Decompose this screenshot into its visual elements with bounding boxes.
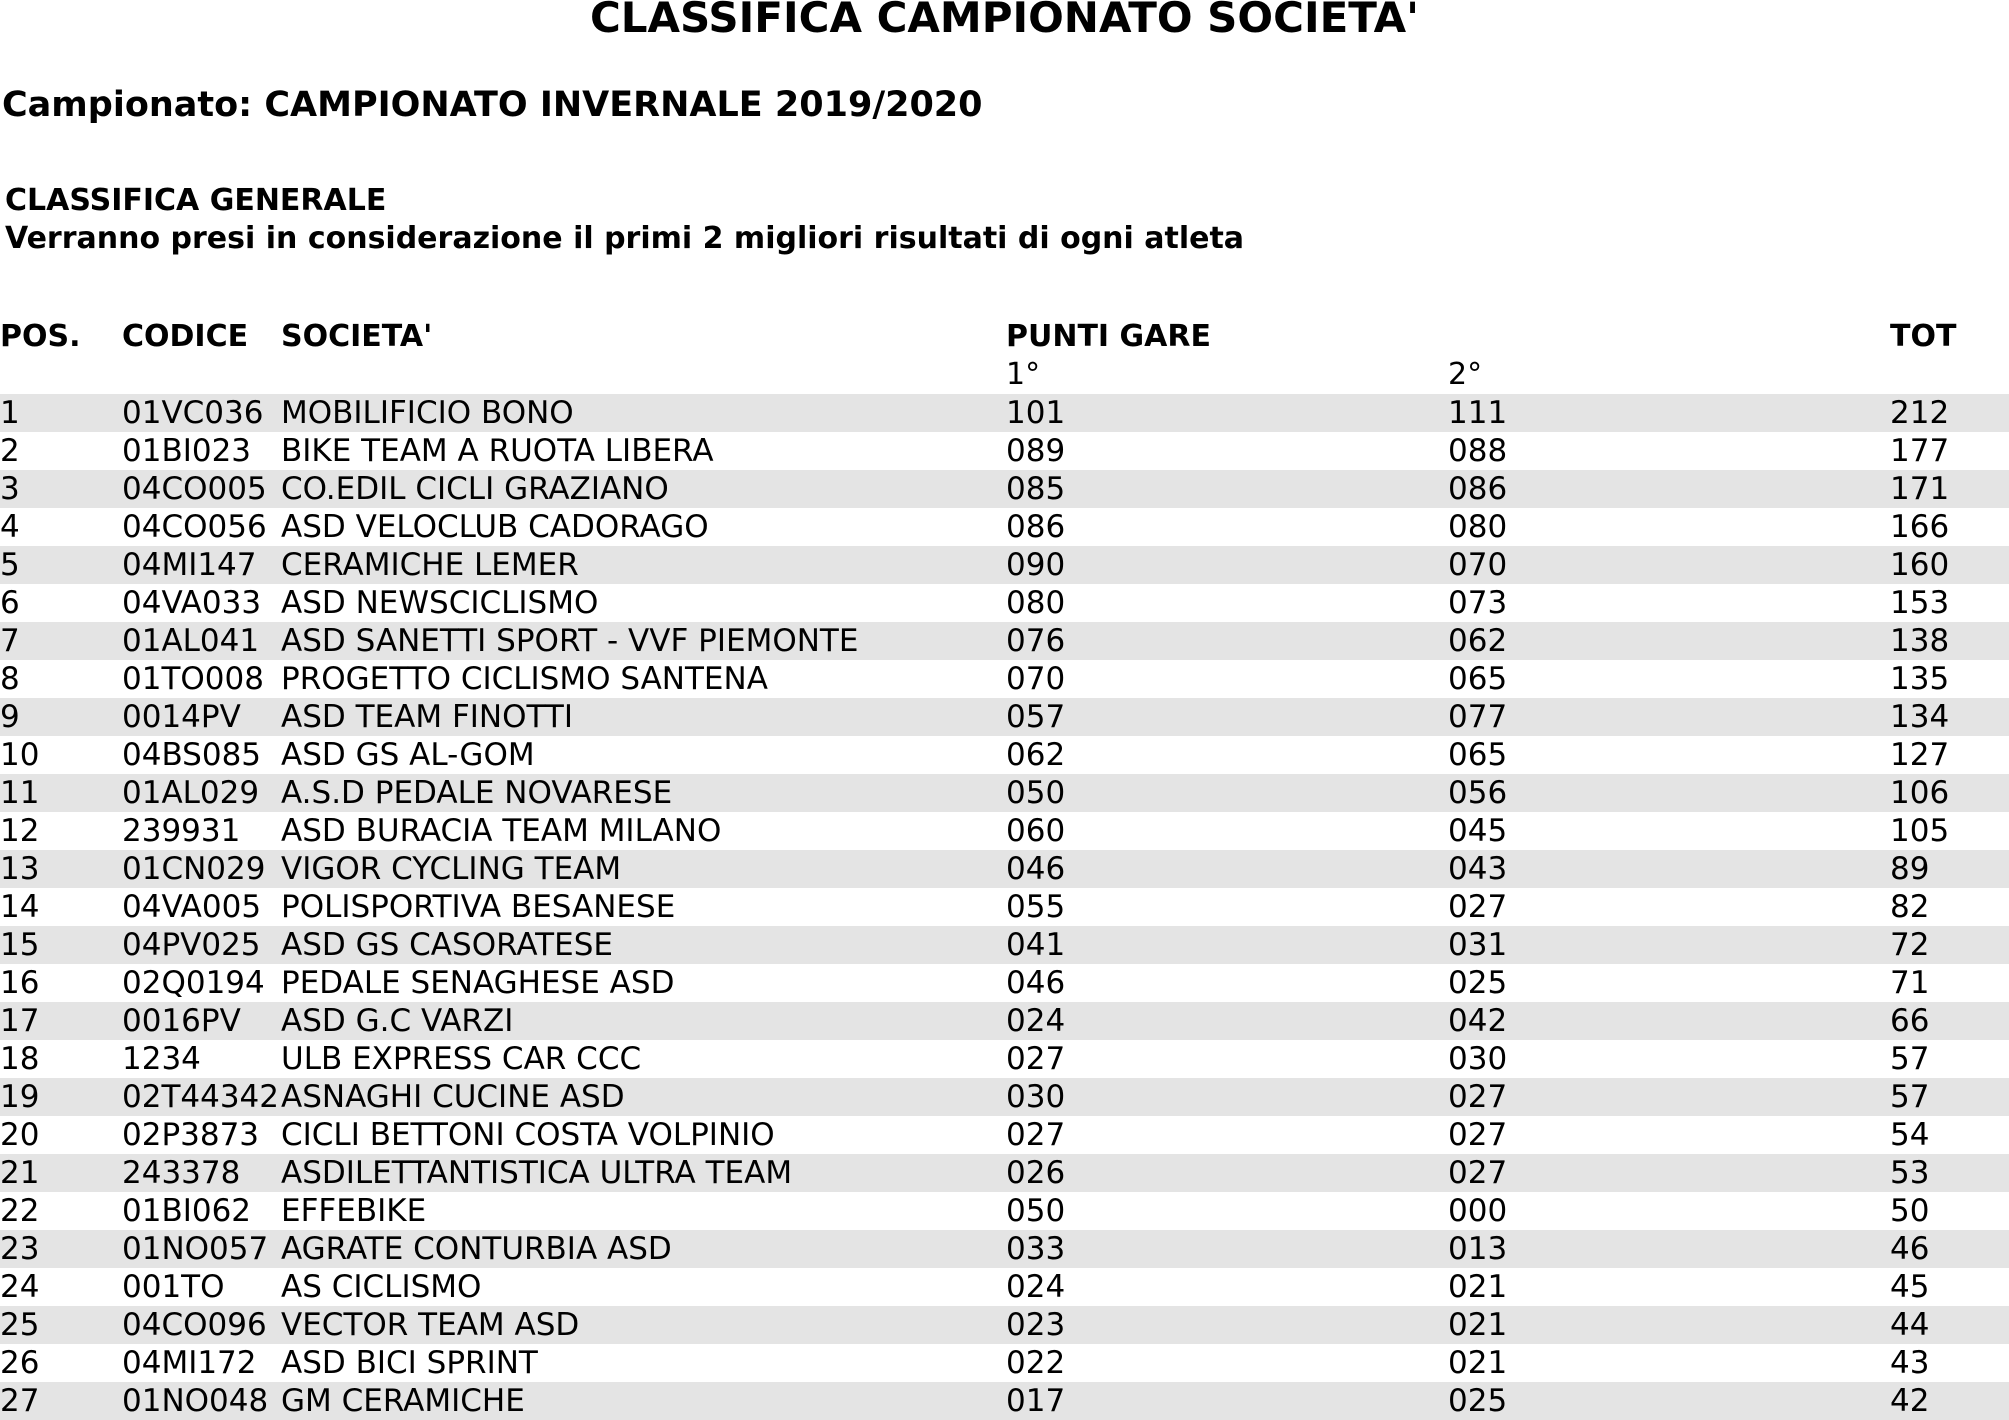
cell-total: 166 [1890,509,1950,545]
cell-society: VIGOR CYCLING TEAM [281,851,622,887]
cell-total: 212 [1890,395,1950,431]
cell-points-first: 017 [1006,1383,1066,1419]
cell-points-first: 030 [1006,1079,1066,1115]
cell-code: 01NO048 [122,1383,269,1419]
cell-pos: 3 [0,471,20,507]
cell-society: A.S.D PEDALE NOVARESE [281,775,673,811]
cell-points-second: 065 [1448,737,1508,773]
cell-points-second: 031 [1448,927,1508,963]
ranking-rows [0,394,2009,1420]
cell-total: 50 [1890,1193,1930,1229]
cell-total: 153 [1890,585,1950,621]
cell-society: ASD GS CASORATESE [281,927,613,963]
cell-code: 001TO [122,1269,225,1305]
column-subheader-second: 2° [1448,357,1483,392]
cell-points-first: 050 [1006,775,1066,811]
cell-society: CERAMICHE LEMER [281,547,579,583]
column-subheader-first: 1° [1006,357,1041,392]
cell-points-second: 077 [1448,699,1508,735]
cell-points-first: 057 [1006,699,1066,735]
cell-total: 54 [1890,1117,1930,1153]
table-row [0,394,2009,432]
cell-points-first: 070 [1006,661,1066,697]
cell-society: ASD TEAM FINOTTI [281,699,573,735]
cell-society: ASNAGHI CUCINE ASD [281,1079,625,1115]
cell-total: 89 [1890,851,1930,887]
cell-society: ULB EXPRESS CAR CCC [281,1041,642,1077]
table-row [0,1268,2009,1306]
column-header-total: TOT [1890,319,1957,354]
table-row [0,1192,2009,1230]
cell-points-first: 050 [1006,1193,1066,1229]
cell-pos: 1 [0,395,20,431]
cell-points-first: 033 [1006,1231,1066,1267]
cell-pos: 24 [0,1269,40,1305]
cell-total: 177 [1890,433,1950,469]
cell-society: ASD G.C VARZI [281,1003,514,1039]
cell-society: CICLI BETTONI COSTA VOLPINIO [281,1117,775,1153]
cell-pos: 7 [0,623,20,659]
table-row [0,1116,2009,1154]
cell-society: ASD NEWSCICLISMO [281,585,599,621]
cell-pos: 20 [0,1117,40,1153]
table-row [0,1230,2009,1268]
cell-pos: 26 [0,1345,40,1381]
cell-points-second: 065 [1448,661,1508,697]
cell-total: 57 [1890,1041,1930,1077]
cell-code: 02T44342 [122,1079,279,1115]
cell-code: 04PV025 [122,927,261,963]
cell-points-first: 085 [1006,471,1066,507]
cell-total: 66 [1890,1003,1930,1039]
column-header-points: PUNTI GARE [1006,319,1211,354]
cell-pos: 23 [0,1231,40,1267]
cell-society: POLISPORTIVA BESANESE [281,889,676,925]
cell-points-first: 024 [1006,1003,1066,1039]
cell-total: 53 [1890,1155,1930,1191]
cell-pos: 4 [0,509,20,545]
cell-pos: 25 [0,1307,40,1343]
cell-points-first: 023 [1006,1307,1066,1343]
section-title: CLASSIFICA GENERALE [5,183,387,218]
cell-total: 160 [1890,547,1950,583]
cell-society: ASDILETTANTISTICA ULTRA TEAM [281,1155,793,1191]
cell-total: 43 [1890,1345,1930,1381]
cell-total: 82 [1890,889,1930,925]
cell-points-second: 088 [1448,433,1508,469]
cell-code: 04VA033 [122,585,262,621]
cell-points-first: 062 [1006,737,1066,773]
cell-total: 45 [1890,1269,1930,1305]
cell-points-second: 080 [1448,509,1508,545]
cell-code: 01TO008 [122,661,264,697]
table-row [0,774,2009,812]
cell-points-second: 045 [1448,813,1508,849]
cell-pos: 27 [0,1383,40,1419]
table-row [0,622,2009,660]
cell-code: 02P3873 [122,1117,260,1153]
column-header-society: SOCIETA' [281,319,433,354]
cell-total: 44 [1890,1307,1930,1343]
cell-total: 171 [1890,471,1950,507]
cell-points-first: 076 [1006,623,1066,659]
cell-points-second: 027 [1448,1079,1508,1115]
page-title: CLASSIFICA CAMPIONATO SOCIETA' [589,0,1420,42]
cell-points-first: 090 [1006,547,1066,583]
table-row [0,584,2009,622]
cell-pos: 15 [0,927,40,963]
cell-society: EFFEBIKE [281,1193,427,1229]
cell-points-first: 046 [1006,965,1066,1001]
cell-code: 01CN029 [122,851,266,887]
cell-total: 46 [1890,1231,1930,1267]
cell-society: ASD BURACIA TEAM MILANO [281,813,722,849]
cell-society: GM CERAMICHE [281,1383,525,1419]
cell-pos: 16 [0,965,40,1001]
cell-pos: 22 [0,1193,40,1229]
cell-points-first: 086 [1006,509,1066,545]
cell-code: 239931 [122,813,241,849]
cell-points-first: 041 [1006,927,1066,963]
cell-code: 04CO005 [122,471,267,507]
cell-points-second: 013 [1448,1231,1508,1267]
cell-code: 1234 [122,1041,201,1077]
cell-code: 01BI023 [122,433,252,469]
column-header-pos: POS. [0,319,81,354]
cell-points-second: 027 [1448,1117,1508,1153]
cell-points-second: 030 [1448,1041,1508,1077]
cell-points-second: 027 [1448,889,1508,925]
cell-pos: 8 [0,661,20,697]
table-row [0,1002,2009,1040]
table-row [0,432,2009,470]
cell-code: 01VC036 [122,395,264,431]
cell-code: 01AL029 [122,775,260,811]
cell-pos: 14 [0,889,40,925]
cell-code: 04BS085 [122,737,262,773]
cell-total: 42 [1890,1383,1930,1419]
table-row [0,736,2009,774]
cell-code: 01AL041 [122,623,260,659]
cell-total: 127 [1890,737,1950,773]
table-row [0,964,2009,1002]
cell-code: 0016PV [122,1003,241,1039]
cell-points-first: 089 [1006,433,1066,469]
section-note: Verranno presi in considerazione il primi 2 migliori risultati di ogni atleta [5,221,1245,256]
cell-pos: 13 [0,851,40,887]
cell-pos: 9 [0,699,20,735]
cell-points-second: 056 [1448,775,1508,811]
cell-points-second: 073 [1448,585,1508,621]
cell-code: 01NO057 [122,1231,269,1267]
cell-total: 106 [1890,775,1950,811]
cell-points-second: 021 [1448,1307,1508,1343]
cell-points-second: 021 [1448,1345,1508,1381]
table-row [0,660,2009,698]
cell-total: 135 [1890,661,1950,697]
table-row [0,698,2009,736]
cell-society: AS CICLISMO [281,1269,482,1305]
cell-points-second: 070 [1448,547,1508,583]
table-row [0,1344,2009,1382]
cell-pos: 5 [0,547,20,583]
cell-code: 243378 [122,1155,241,1191]
cell-society: PROGETTO CICLISMO SANTENA [281,661,768,697]
table-row [0,1306,2009,1344]
table-row [0,1382,2009,1420]
cell-points-first: 101 [1006,395,1066,431]
table-row [0,508,2009,546]
cell-points-second: 111 [1448,395,1508,431]
cell-pos: 17 [0,1003,40,1039]
table-row [0,1040,2009,1078]
cell-points-second: 025 [1448,1383,1508,1419]
table-row [0,546,2009,584]
table-row [0,1154,2009,1192]
table-row [0,926,2009,964]
cell-society: AGRATE CONTURBIA ASD [281,1231,672,1267]
cell-code: 04VA005 [122,889,262,925]
cell-code: 02Q0194 [122,965,265,1001]
cell-pos: 2 [0,433,20,469]
cell-society: ASD SANETTI SPORT - VVF PIEMONTE [281,623,859,659]
table-row [0,470,2009,508]
table-row [0,1078,2009,1116]
cell-points-second: 027 [1448,1155,1508,1191]
table-row [0,850,2009,888]
cell-society: BIKE TEAM A RUOTA LIBERA [281,433,714,469]
cell-points-second: 000 [1448,1193,1508,1229]
cell-code: 0014PV [122,699,241,735]
cell-total: 57 [1890,1079,1930,1115]
cell-code: 01BI062 [122,1193,252,1229]
cell-society: VECTOR TEAM ASD [281,1307,580,1343]
cell-points-first: 046 [1006,851,1066,887]
cell-points-second: 021 [1448,1269,1508,1305]
cell-total: 134 [1890,699,1950,735]
cell-points-first: 026 [1006,1155,1066,1191]
cell-code: 04CO096 [122,1307,267,1343]
cell-points-second: 062 [1448,623,1508,659]
cell-total: 105 [1890,813,1950,849]
cell-pos: 6 [0,585,20,621]
table-row [0,888,2009,926]
cell-points-first: 022 [1006,1345,1066,1381]
cell-points-first: 080 [1006,585,1066,621]
championship-name: Campionato: CAMPIONATO INVERNALE 2019/2020 [2,85,983,125]
cell-code: 04MI172 [122,1345,257,1381]
cell-society: MOBILIFICIO BONO [281,395,574,431]
cell-society: ASD BICI SPRINT [281,1345,538,1381]
cell-total: 71 [1890,965,1930,1001]
cell-society: PEDALE SENAGHESE ASD [281,965,675,1001]
cell-points-first: 060 [1006,813,1066,849]
cell-pos: 21 [0,1155,40,1191]
cell-pos: 19 [0,1079,40,1115]
cell-society: ASD GS AL-GOM [281,737,535,773]
cell-pos: 11 [0,775,40,811]
cell-points-first: 024 [1006,1269,1066,1305]
cell-points-second: 086 [1448,471,1508,507]
cell-society: CO.EDIL CICLI GRAZIANO [281,471,669,507]
table-row [0,812,2009,850]
cell-code: 04MI147 [122,547,257,583]
cell-points-second: 042 [1448,1003,1508,1039]
cell-points-second: 025 [1448,965,1508,1001]
column-header-code: CODICE [122,319,249,354]
cell-points-second: 043 [1448,851,1508,887]
cell-points-first: 055 [1006,889,1066,925]
cell-pos: 12 [0,813,40,849]
cell-total: 72 [1890,927,1930,963]
cell-points-first: 027 [1006,1041,1066,1077]
cell-total: 138 [1890,623,1950,659]
cell-points-first: 027 [1006,1117,1066,1153]
cell-code: 04CO056 [122,509,267,545]
cell-society: ASD VELOCLUB CADORAGO [281,509,709,545]
cell-pos: 10 [0,737,40,773]
cell-pos: 18 [0,1041,40,1077]
